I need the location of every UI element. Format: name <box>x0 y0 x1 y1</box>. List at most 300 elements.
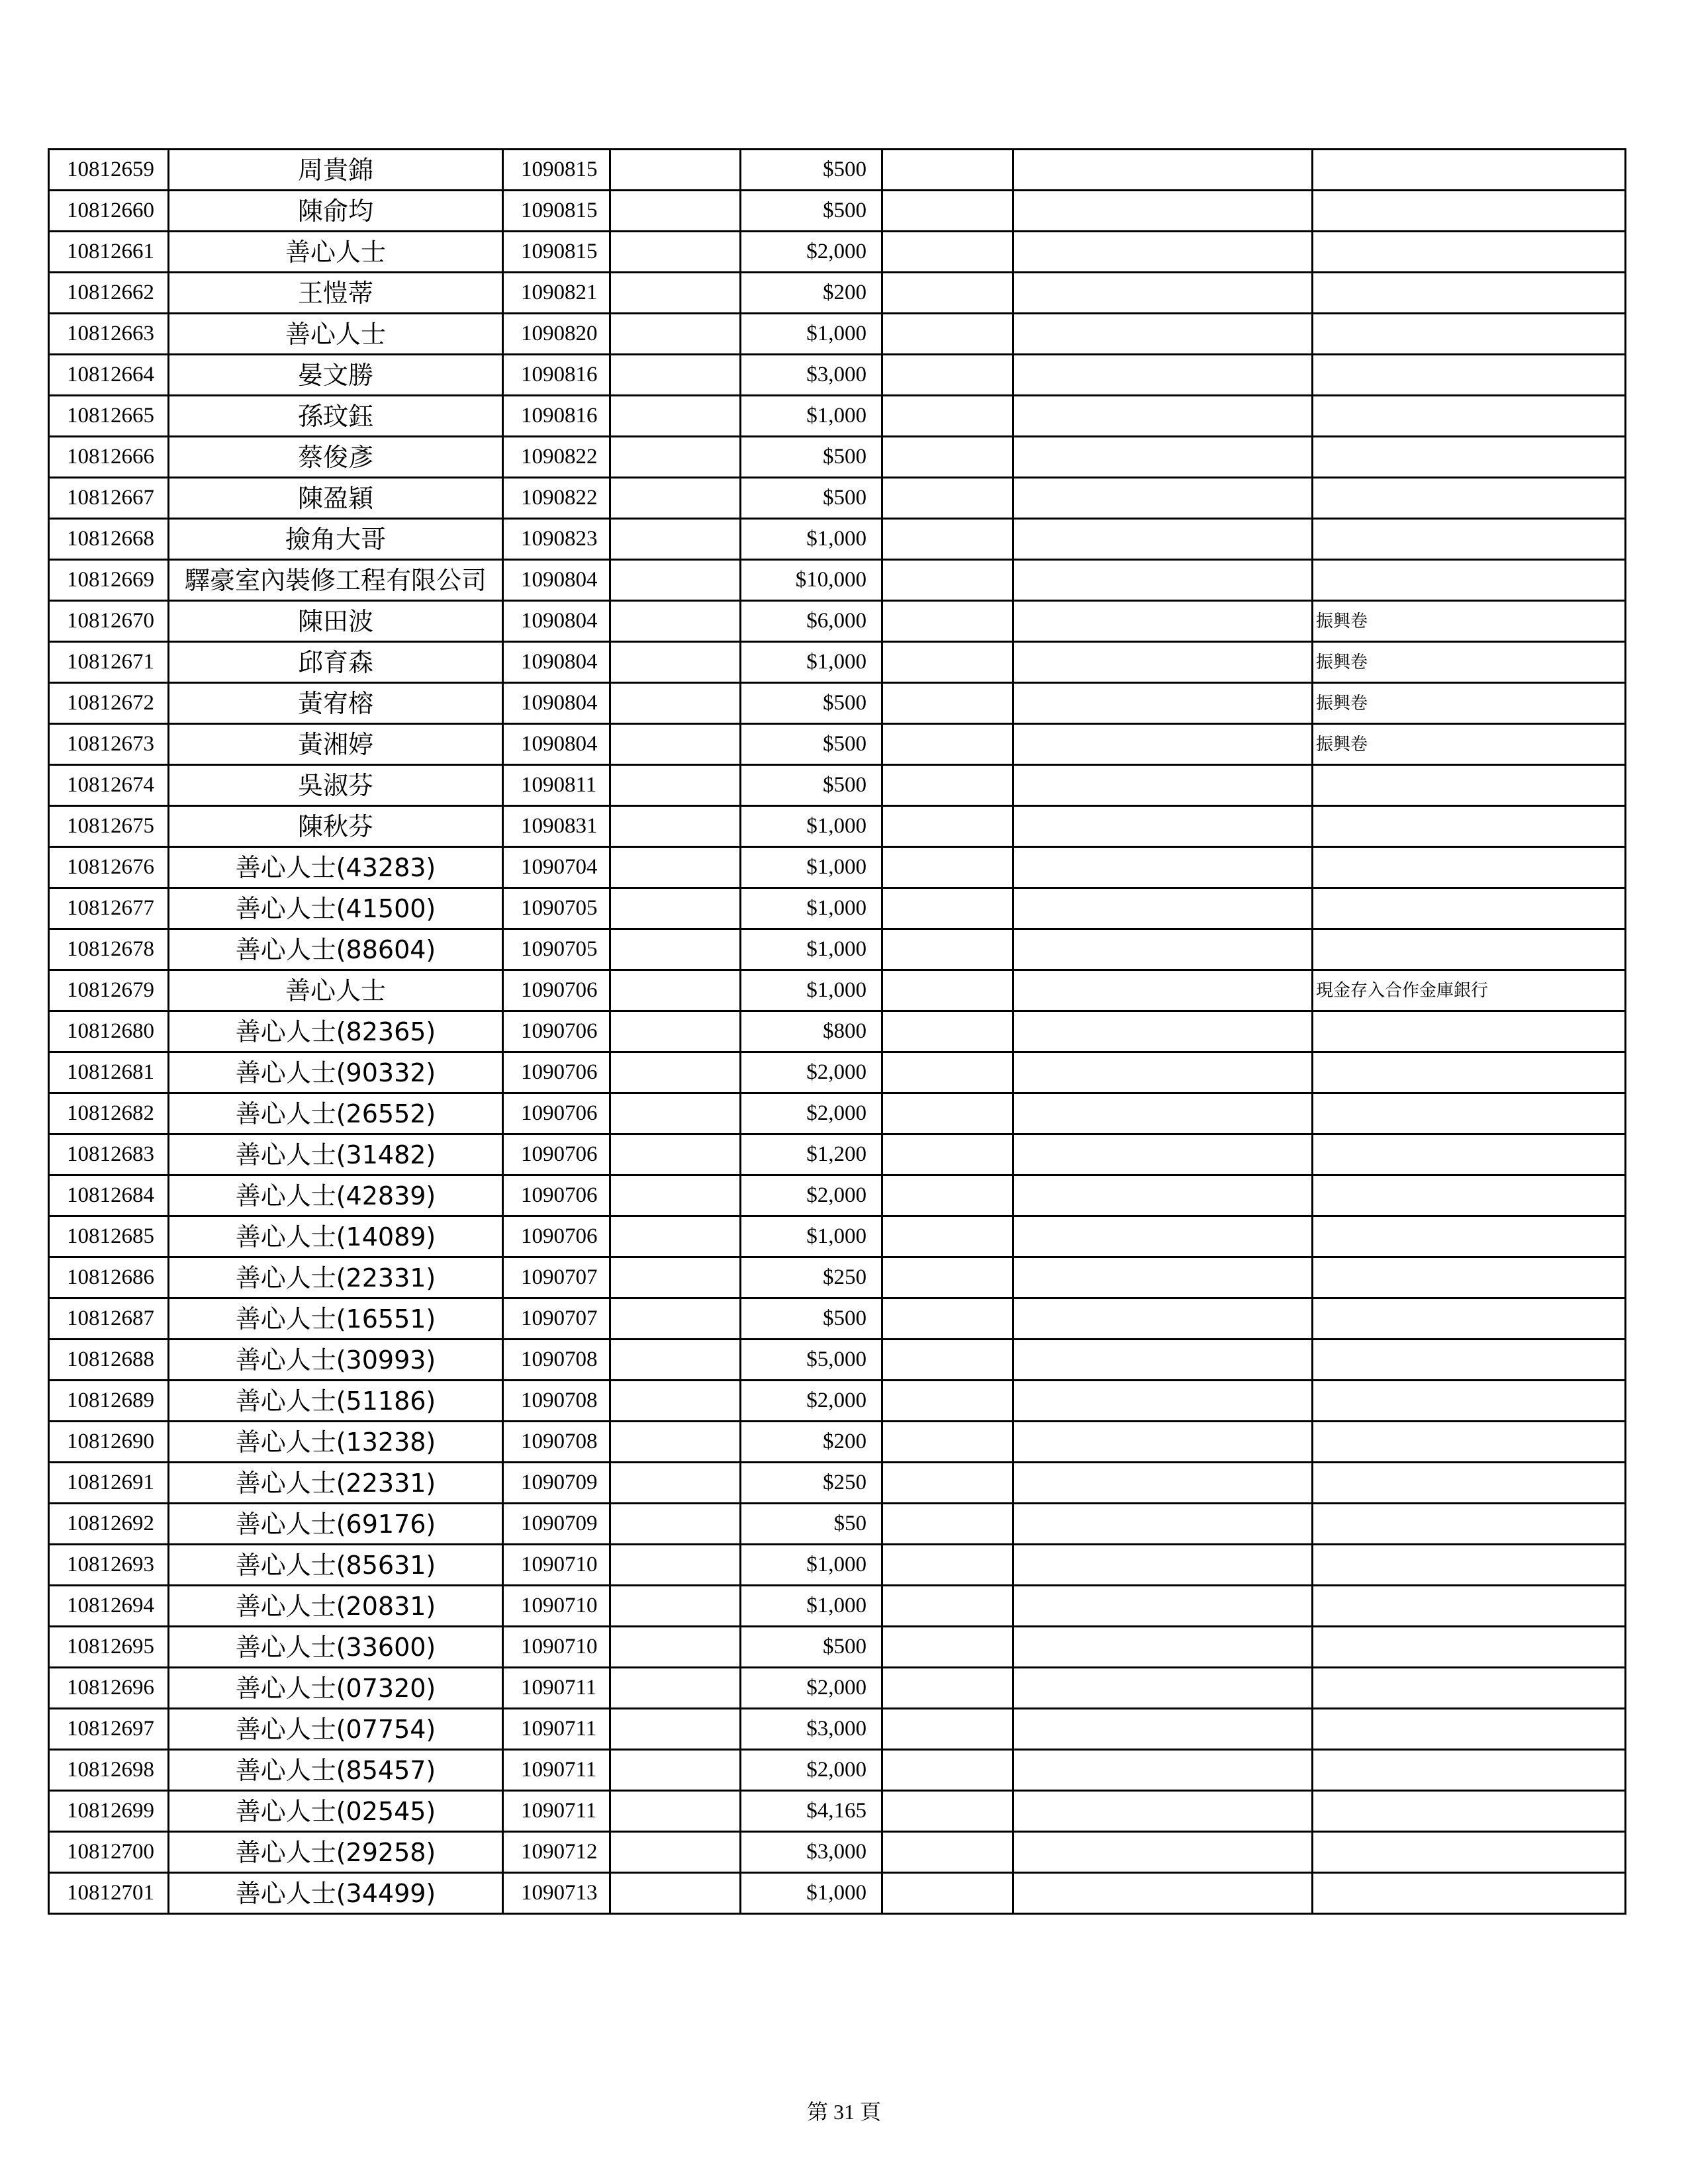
empty-cell <box>882 1709 1013 1750</box>
table-body <box>49 150 1626 1914</box>
receipt-number-cell: 10812676 <box>49 847 169 888</box>
note-cell <box>1313 150 1626 191</box>
note-cell: 振興卷 <box>1313 642 1626 683</box>
receipt-number-cell: 10812684 <box>49 1175 169 1216</box>
donation-date-cell: 1090710 <box>503 1586 610 1627</box>
note-cell <box>1313 1873 1626 1914</box>
empty-cell <box>882 642 1013 683</box>
donation-date-cell: 1090705 <box>503 888 610 929</box>
empty-cell <box>882 724 1013 765</box>
donation-date-cell: 1090831 <box>503 806 610 847</box>
donation-date-cell: 1090704 <box>503 847 610 888</box>
empty-cell <box>1013 191 1313 232</box>
amount-cell: $500 <box>741 765 882 806</box>
amount-cell: $5,000 <box>741 1340 882 1381</box>
donor-name-cell: 善心人士(02545) <box>169 1791 503 1832</box>
empty-cell <box>1013 888 1313 929</box>
empty-cell <box>610 642 741 683</box>
table-row <box>49 232 1626 273</box>
donor-name-cell: 善心人士(16551) <box>169 1298 503 1340</box>
table-row <box>49 806 1626 847</box>
table-row <box>49 1052 1626 1093</box>
note-cell <box>1313 478 1626 519</box>
donor-name-cell: 善心人士 <box>169 314 503 355</box>
donor-name-cell: 善心人士(51186) <box>169 1381 503 1422</box>
receipt-number-cell: 10812690 <box>49 1422 169 1463</box>
empty-cell <box>882 1052 1013 1093</box>
amount-cell: $3,000 <box>741 355 882 396</box>
empty-cell <box>1013 1093 1313 1134</box>
donation-date-cell: 1090711 <box>503 1668 610 1709</box>
donation-date-cell: 1090706 <box>503 1093 610 1134</box>
table-row <box>49 478 1626 519</box>
amount-cell: $500 <box>741 191 882 232</box>
amount-cell: $2,000 <box>741 1052 882 1093</box>
empty-cell <box>882 1504 1013 1545</box>
empty-cell <box>610 1750 741 1791</box>
note-cell <box>1313 1627 1626 1668</box>
note-cell <box>1313 1504 1626 1545</box>
note-cell <box>1313 847 1626 888</box>
donation-date-cell: 1090706 <box>503 1052 610 1093</box>
receipt-number-cell: 10812663 <box>49 314 169 355</box>
amount-cell: $1,000 <box>741 1873 882 1914</box>
empty-cell <box>610 1298 741 1340</box>
table-row <box>49 1832 1626 1873</box>
table-row <box>49 1175 1626 1216</box>
note-cell <box>1313 1134 1626 1175</box>
empty-cell <box>1013 1504 1313 1545</box>
empty-cell <box>1013 1832 1313 1873</box>
donor-name-cell: 善心人士(22331) <box>169 1463 503 1504</box>
note-cell: 振興卷 <box>1313 724 1626 765</box>
note-cell <box>1313 355 1626 396</box>
note-cell <box>1313 888 1626 929</box>
table-row <box>49 1668 1626 1709</box>
empty-cell <box>610 150 741 191</box>
donation-date-cell: 1090804 <box>503 683 610 724</box>
empty-cell <box>610 1052 741 1093</box>
table-row <box>49 847 1626 888</box>
empty-cell <box>610 273 741 314</box>
amount-cell: $6,000 <box>741 601 882 642</box>
empty-cell <box>610 1011 741 1052</box>
empty-cell <box>1013 1463 1313 1504</box>
donation-date-cell: 1090708 <box>503 1381 610 1422</box>
empty-cell <box>882 191 1013 232</box>
donor-name-cell: 善心人士(31482) <box>169 1134 503 1175</box>
empty-cell <box>1013 560 1313 601</box>
receipt-number-cell: 10812697 <box>49 1709 169 1750</box>
donation-date-cell: 1090816 <box>503 355 610 396</box>
donor-name-cell: 陳田波 <box>169 601 503 642</box>
amount-cell: $2,000 <box>741 1175 882 1216</box>
amount-cell: $2,000 <box>741 1668 882 1709</box>
empty-cell <box>610 765 741 806</box>
empty-cell <box>610 1257 741 1298</box>
empty-cell <box>1013 273 1313 314</box>
empty-cell <box>1013 1134 1313 1175</box>
note-cell <box>1313 806 1626 847</box>
table-row <box>49 1340 1626 1381</box>
empty-cell <box>610 1668 741 1709</box>
empty-cell <box>610 191 741 232</box>
table-row <box>49 1750 1626 1791</box>
empty-cell <box>1013 232 1313 273</box>
empty-cell <box>882 150 1013 191</box>
receipt-number-cell: 10812696 <box>49 1668 169 1709</box>
amount-cell: $250 <box>741 1257 882 1298</box>
empty-cell <box>882 1381 1013 1422</box>
table-row <box>49 191 1626 232</box>
empty-cell <box>1013 1381 1313 1422</box>
empty-cell <box>610 970 741 1011</box>
receipt-number-cell: 10812682 <box>49 1093 169 1134</box>
empty-cell <box>610 1216 741 1257</box>
amount-cell: $500 <box>741 724 882 765</box>
empty-cell <box>610 1175 741 1216</box>
empty-cell <box>610 560 741 601</box>
donor-name-cell: 黃湘婷 <box>169 724 503 765</box>
table-row <box>49 1093 1626 1134</box>
amount-cell: $500 <box>741 437 882 478</box>
empty-cell <box>882 970 1013 1011</box>
donor-name-cell: 善心人士(41500) <box>169 888 503 929</box>
receipt-number-cell: 10812689 <box>49 1381 169 1422</box>
note-cell <box>1313 314 1626 355</box>
empty-cell <box>1013 806 1313 847</box>
empty-cell <box>610 1504 741 1545</box>
donation-date-cell: 1090815 <box>503 150 610 191</box>
empty-cell <box>1013 1750 1313 1791</box>
empty-cell <box>610 888 741 929</box>
empty-cell <box>1013 683 1313 724</box>
donation-date-cell: 1090822 <box>503 437 610 478</box>
empty-cell <box>1013 519 1313 560</box>
table-row <box>49 1011 1626 1052</box>
amount-cell: $2,000 <box>741 1093 882 1134</box>
empty-cell <box>882 437 1013 478</box>
donor-name-cell: 善心人士 <box>169 970 503 1011</box>
empty-cell <box>1013 1791 1313 1832</box>
amount-cell: $250 <box>741 1463 882 1504</box>
empty-cell <box>610 1093 741 1134</box>
donor-name-cell: 善心人士(07320) <box>169 1668 503 1709</box>
note-cell <box>1313 1586 1626 1627</box>
empty-cell <box>882 355 1013 396</box>
amount-cell: $10,000 <box>741 560 882 601</box>
note-cell <box>1313 1709 1626 1750</box>
empty-cell <box>1013 847 1313 888</box>
table-row <box>49 1422 1626 1463</box>
receipt-number-cell: 10812662 <box>49 273 169 314</box>
donation-date-cell: 1090815 <box>503 191 610 232</box>
donor-name-cell: 善心人士(26552) <box>169 1093 503 1134</box>
receipt-number-cell: 10812701 <box>49 1873 169 1914</box>
amount-cell: $1,000 <box>741 1216 882 1257</box>
empty-cell <box>610 1627 741 1668</box>
empty-cell <box>882 1216 1013 1257</box>
donor-name-cell: 善心人士(14089) <box>169 1216 503 1257</box>
donation-date-cell: 1090823 <box>503 519 610 560</box>
receipt-number-cell: 10812677 <box>49 888 169 929</box>
receipt-number-cell: 10812688 <box>49 1340 169 1381</box>
donor-name-cell: 善心人士(30993) <box>169 1340 503 1381</box>
note-cell <box>1313 1381 1626 1422</box>
receipt-number-cell: 10812685 <box>49 1216 169 1257</box>
table-row <box>49 765 1626 806</box>
receipt-number-cell: 10812673 <box>49 724 169 765</box>
receipt-number-cell: 10812666 <box>49 437 169 478</box>
donation-date-cell: 1090706 <box>503 1134 610 1175</box>
empty-cell <box>1013 970 1313 1011</box>
amount-cell: $1,200 <box>741 1134 882 1175</box>
donation-date-cell: 1090821 <box>503 273 610 314</box>
empty-cell <box>1013 724 1313 765</box>
donor-name-cell: 陳秋芬 <box>169 806 503 847</box>
receipt-number-cell: 10812695 <box>49 1627 169 1668</box>
table-row <box>49 1791 1626 1832</box>
donation-date-cell: 1090706 <box>503 1216 610 1257</box>
empty-cell <box>882 1668 1013 1709</box>
empty-cell <box>610 355 741 396</box>
donor-name-cell: 善心人士(20831) <box>169 1586 503 1627</box>
empty-cell <box>1013 765 1313 806</box>
empty-cell <box>1013 642 1313 683</box>
donation-date-cell: 1090708 <box>503 1340 610 1381</box>
donation-date-cell: 1090711 <box>503 1791 610 1832</box>
donor-name-cell: 善心人士(34499) <box>169 1873 503 1914</box>
table-row <box>49 1545 1626 1586</box>
empty-cell <box>610 1873 741 1914</box>
table-row <box>49 150 1626 191</box>
amount-cell: $1,000 <box>741 847 882 888</box>
donor-name-cell: 善心人士(13238) <box>169 1422 503 1463</box>
empty-cell <box>882 683 1013 724</box>
table-row <box>49 1463 1626 1504</box>
amount-cell: $500 <box>741 683 882 724</box>
amount-cell: $500 <box>741 150 882 191</box>
table-row <box>49 1381 1626 1422</box>
note-cell <box>1313 191 1626 232</box>
donation-date-cell: 1090713 <box>503 1873 610 1914</box>
note-cell <box>1313 1216 1626 1257</box>
receipt-number-cell: 10812664 <box>49 355 169 396</box>
amount-cell: $1,000 <box>741 970 882 1011</box>
empty-cell <box>882 765 1013 806</box>
receipt-number-cell: 10812683 <box>49 1134 169 1175</box>
empty-cell <box>882 1340 1013 1381</box>
donor-name-cell: 善心人士(82365) <box>169 1011 503 1052</box>
receipt-number-cell: 10812661 <box>49 232 169 273</box>
receipt-number-cell: 10812675 <box>49 806 169 847</box>
receipt-number-cell: 10812668 <box>49 519 169 560</box>
table-row <box>49 437 1626 478</box>
table-row <box>49 1134 1626 1175</box>
empty-cell <box>610 683 741 724</box>
empty-cell <box>882 1298 1013 1340</box>
donor-name-cell: 晏文勝 <box>169 355 503 396</box>
donation-date-cell: 1090710 <box>503 1545 610 1586</box>
empty-cell <box>610 1545 741 1586</box>
empty-cell <box>610 232 741 273</box>
amount-cell: $1,000 <box>741 888 882 929</box>
table-row <box>49 1709 1626 1750</box>
note-cell <box>1313 519 1626 560</box>
note-cell: 振興卷 <box>1313 601 1626 642</box>
table-row <box>49 642 1626 683</box>
empty-cell <box>882 1175 1013 1216</box>
donation-date-cell: 1090712 <box>503 1832 610 1873</box>
receipt-number-cell: 10812687 <box>49 1298 169 1340</box>
empty-cell <box>1013 1586 1313 1627</box>
empty-cell <box>1013 601 1313 642</box>
empty-cell <box>882 478 1013 519</box>
note-cell <box>1313 1052 1626 1093</box>
empty-cell <box>1013 396 1313 437</box>
empty-cell <box>882 1791 1013 1832</box>
empty-cell <box>1013 150 1313 191</box>
receipt-number-cell: 10812674 <box>49 765 169 806</box>
donor-name-cell: 周貴錦 <box>169 150 503 191</box>
amount-cell: $3,000 <box>741 1832 882 1873</box>
amount-cell: $2,000 <box>741 1381 882 1422</box>
empty-cell <box>1013 1257 1313 1298</box>
empty-cell <box>610 1791 741 1832</box>
donor-name-cell: 善心人士(69176) <box>169 1504 503 1545</box>
note-cell <box>1313 1545 1626 1586</box>
table-row <box>49 314 1626 355</box>
note-cell <box>1313 1750 1626 1791</box>
donor-name-cell: 孫玟鈺 <box>169 396 503 437</box>
empty-cell <box>1013 1709 1313 1750</box>
amount-cell: $1,000 <box>741 314 882 355</box>
receipt-number-cell: 10812670 <box>49 601 169 642</box>
empty-cell <box>610 601 741 642</box>
donor-name-cell: 王愷蒂 <box>169 273 503 314</box>
empty-cell <box>882 888 1013 929</box>
note-cell <box>1313 1011 1626 1052</box>
note-cell: 振興卷 <box>1313 683 1626 724</box>
amount-cell: $1,000 <box>741 519 882 560</box>
donor-name-cell: 善心人士(90332) <box>169 1052 503 1093</box>
receipt-number-cell: 10812680 <box>49 1011 169 1052</box>
empty-cell <box>610 1832 741 1873</box>
empty-cell <box>610 1340 741 1381</box>
receipt-number-cell: 10812692 <box>49 1504 169 1545</box>
donor-name-cell: 善心人士(29258) <box>169 1832 503 1873</box>
empty-cell <box>882 560 1013 601</box>
empty-cell <box>882 314 1013 355</box>
note-cell <box>1313 1791 1626 1832</box>
receipt-number-cell: 10812669 <box>49 560 169 601</box>
donation-date-cell: 1090707 <box>503 1298 610 1340</box>
donor-name-cell: 善心人士(22331) <box>169 1257 503 1298</box>
empty-cell <box>1013 314 1313 355</box>
empty-cell <box>882 1093 1013 1134</box>
donation-date-cell: 1090804 <box>503 724 610 765</box>
empty-cell <box>610 478 741 519</box>
donation-date-cell: 1090711 <box>503 1750 610 1791</box>
amount-cell: $500 <box>741 1627 882 1668</box>
note-cell <box>1313 1668 1626 1709</box>
table-row <box>49 1586 1626 1627</box>
receipt-number-cell: 10812698 <box>49 1750 169 1791</box>
note-cell <box>1313 396 1626 437</box>
note-cell <box>1313 929 1626 970</box>
donor-name-cell: 善心人士(43283) <box>169 847 503 888</box>
empty-cell <box>882 1422 1013 1463</box>
receipt-number-cell: 10812694 <box>49 1586 169 1627</box>
note-cell <box>1313 1257 1626 1298</box>
note-cell <box>1313 1832 1626 1873</box>
donor-name-cell: 善心人士(85457) <box>169 1750 503 1791</box>
empty-cell <box>882 273 1013 314</box>
receipt-number-cell: 10812660 <box>49 191 169 232</box>
table-row <box>49 929 1626 970</box>
donor-name-cell: 善心人士(85631) <box>169 1545 503 1586</box>
empty-cell <box>882 1545 1013 1586</box>
empty-cell <box>1013 929 1313 970</box>
receipt-number-cell: 10812681 <box>49 1052 169 1093</box>
amount-cell: $200 <box>741 273 882 314</box>
amount-cell: $1,000 <box>741 396 882 437</box>
empty-cell <box>1013 1052 1313 1093</box>
donation-table <box>48 148 1626 1915</box>
donor-name-cell: 善心人士(07754) <box>169 1709 503 1750</box>
donation-date-cell: 1090804 <box>503 601 610 642</box>
note-cell <box>1313 1463 1626 1504</box>
empty-cell <box>882 1134 1013 1175</box>
empty-cell <box>610 314 741 355</box>
table-row <box>49 724 1626 765</box>
receipt-number-cell: 10812672 <box>49 683 169 724</box>
receipt-number-cell: 10812659 <box>49 150 169 191</box>
empty-cell <box>1013 478 1313 519</box>
donor-name-cell: 善心人士(33600) <box>169 1627 503 1668</box>
donor-name-cell: 蔡俊彥 <box>169 437 503 478</box>
empty-cell <box>610 1422 741 1463</box>
receipt-number-cell: 10812679 <box>49 970 169 1011</box>
donation-date-cell: 1090710 <box>503 1627 610 1668</box>
empty-cell <box>610 1134 741 1175</box>
amount-cell: $2,000 <box>741 232 882 273</box>
empty-cell <box>610 1709 741 1750</box>
amount-cell: $500 <box>741 478 882 519</box>
empty-cell <box>882 929 1013 970</box>
note-cell <box>1313 1422 1626 1463</box>
donation-date-cell: 1090705 <box>503 929 610 970</box>
table-row <box>49 970 1626 1011</box>
donor-name-cell: 善心人士 <box>169 232 503 273</box>
note-cell: 現金存入合作金庫銀行 <box>1313 970 1626 1011</box>
table-row <box>49 601 1626 642</box>
empty-cell <box>610 806 741 847</box>
empty-cell <box>882 1011 1013 1052</box>
amount-cell: $4,165 <box>741 1791 882 1832</box>
empty-cell <box>1013 1545 1313 1586</box>
donation-date-cell: 1090822 <box>503 478 610 519</box>
donor-name-cell: 善心人士(88604) <box>169 929 503 970</box>
table-row <box>49 560 1626 601</box>
empty-cell <box>1013 1422 1313 1463</box>
empty-cell <box>882 847 1013 888</box>
note-cell <box>1313 765 1626 806</box>
amount-cell: $1,000 <box>741 642 882 683</box>
amount-cell: $1,000 <box>741 806 882 847</box>
donation-date-cell: 1090709 <box>503 1463 610 1504</box>
note-cell <box>1313 232 1626 273</box>
